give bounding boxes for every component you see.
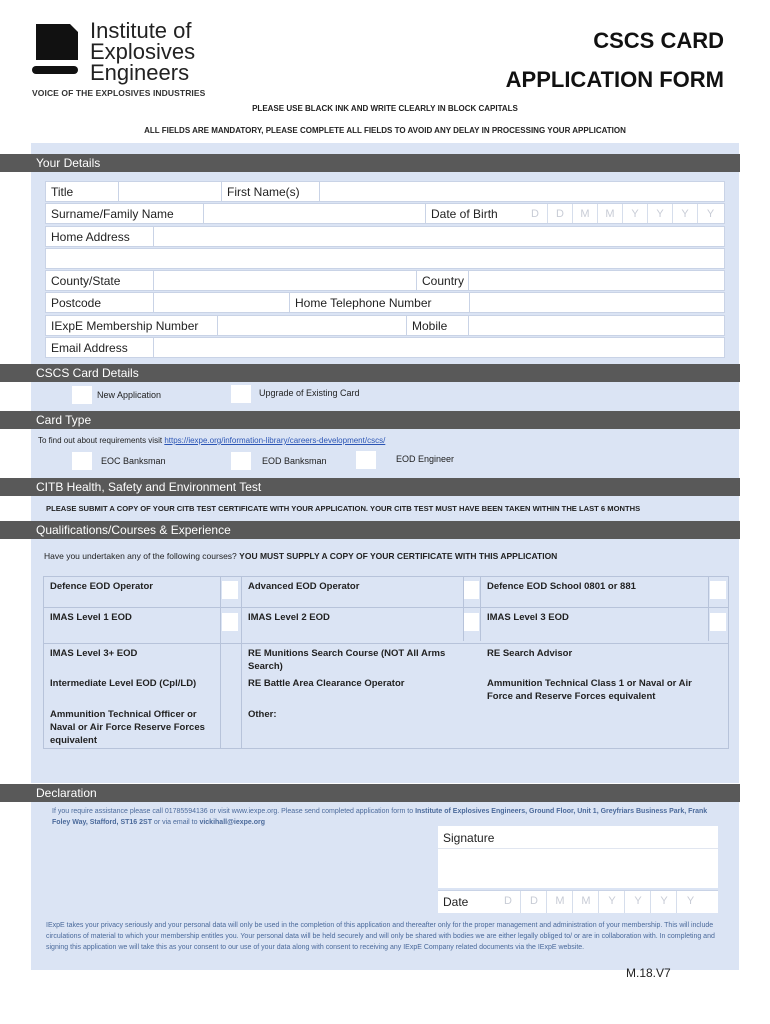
requirements-link[interactable]: https://iexpe.org/information-library/careers-development/cscs/ [164, 436, 386, 445]
course-imas-level-1: IMAS Level 1 EOD [50, 612, 132, 623]
dob-digit[interactable]: Y [623, 204, 648, 223]
new-application-label: New Application [97, 390, 162, 400]
date-label: Date [443, 895, 469, 909]
course-imas-level-2: IMAS Level 2 EOD [248, 612, 330, 623]
dob-digit[interactable]: D [548, 204, 573, 223]
declaration-assist-text: If you require assistance please call 01785594136 or visit www.iexpe.org. Please send completed application form to Institute of Explosives Engineers, Ground Floor, Unit 1, Greyfriars Business Park, Frank Foley Way, Stafford, ST16 2ST or via email to vickihall@iexpe.org [52, 808, 708, 826]
course-checkbox[interactable] [464, 581, 479, 599]
dob-digit[interactable]: Y [648, 204, 673, 223]
county-label: County/State [46, 271, 154, 290]
county-field[interactable] [154, 271, 417, 290]
date-digit[interactable]: M [548, 891, 573, 913]
eod-engineer-label: EOD Engineer [396, 454, 455, 464]
title-label: Title [46, 182, 119, 201]
home-address-line2[interactable] [45, 248, 725, 269]
new-application-checkbox[interactable] [72, 386, 92, 404]
home-phone-label: Home Telephone Number [290, 293, 470, 312]
course-other-label: Other: [248, 709, 277, 720]
first-name-label: First Name(s) [222, 182, 320, 201]
course-defence-eod-school: Defence EOD School 0801 or 881 [487, 581, 636, 592]
eod-banksman-checkbox[interactable] [231, 452, 251, 470]
eoc-banksman-checkbox[interactable] [72, 452, 92, 470]
course-checkbox[interactable] [710, 581, 726, 599]
course-ammunition-technical-class-1: Ammunition Technical Class 1 or Naval or Air Force and Reserve Forces equivalent [487, 678, 692, 702]
mobile-label: Mobile [407, 316, 469, 335]
course-defence-eod-operator: Defence EOD Operator [50, 581, 153, 592]
county-country-row [45, 270, 725, 291]
mobile-field[interactable] [469, 316, 726, 335]
dob-digit[interactable]: Y [673, 204, 698, 223]
table-divider [220, 577, 221, 748]
instruction-mandatory: ALL FIELDS ARE MANDATORY, PLEASE COMPLETE ALL FIELDS TO AVOID ANY DELAY IN PROCESSING YOUR APPLICATION [144, 126, 626, 135]
membership-field[interactable] [218, 316, 407, 335]
title-field[interactable] [119, 182, 222, 201]
section-citb: CITB Health, Safety and Environment Test [0, 478, 740, 496]
date-digit[interactable]: D [522, 891, 547, 913]
dob-label: Date of Birth [431, 207, 498, 221]
signature-box[interactable] [438, 826, 718, 888]
course-checkbox[interactable] [222, 581, 238, 599]
eod-banksman-label: EOD Banksman [262, 456, 327, 466]
organization-tagline: VOICE OF THE EXPLOSIVES INDUSTRIES [32, 88, 206, 98]
section-cscs-details: CSCS Card Details [0, 364, 740, 382]
date-digit[interactable]: M [574, 891, 599, 913]
date-digit[interactable]: Y [686, 895, 695, 907]
table-divider [708, 577, 709, 641]
course-checkbox[interactable] [464, 613, 479, 631]
signature-label: Signature [443, 831, 495, 845]
upgrade-label: Upgrade of Existing Card [259, 388, 360, 398]
organization-name: Institute of Explosives Engineers [90, 18, 196, 85]
home-address-field[interactable] [154, 227, 726, 246]
course-re-munitions-search: RE Munitions Search Course (NOT All Arms Search) [248, 648, 446, 672]
email-field[interactable] [154, 338, 726, 357]
signature-divider [438, 848, 718, 849]
date-digit[interactable]: D [496, 891, 521, 913]
date-row [438, 890, 718, 913]
surname-dob-row [45, 203, 725, 224]
section-qualifications: Qualifications/Courses & Experience [0, 521, 740, 539]
course-imas-level-3-plus: IMAS Level 3+ EOD [50, 648, 138, 659]
dob-digit[interactable]: M [598, 204, 623, 223]
citb-notice: PLEASE SUBMIT A COPY OF YOUR CITB TEST CERTIFICATE WITH YOUR APPLICATION. YOUR CITB TEST MUST HAVE BEEN TAKEN WITHIN THE LAST 6 MONTHS [46, 504, 641, 513]
section-declaration: Declaration [0, 784, 740, 802]
upgrade-checkbox[interactable] [231, 385, 251, 403]
course-re-search-advisor: RE Search Advisor [487, 648, 573, 659]
postcode-label: Postcode [46, 293, 154, 312]
courses-table [43, 576, 729, 749]
membership-mobile-row [45, 315, 725, 336]
section-your-details: Your Details [0, 154, 740, 172]
institute-logo-icon [32, 24, 78, 76]
country-field[interactable] [469, 271, 726, 290]
home-address-row [45, 226, 725, 247]
course-re-battle-area-clearance: RE Battle Area Clearance Operator [248, 678, 405, 689]
email-row [45, 337, 725, 358]
date-digit[interactable]: Y [652, 891, 677, 913]
home-address-label: Home Address [46, 227, 154, 246]
form-title-line1: CSCS CARD [593, 28, 724, 53]
surname-field[interactable] [204, 204, 426, 223]
section-card-type: Card Type [0, 411, 740, 429]
dob-digit[interactable]: M [573, 204, 598, 223]
eoc-banksman-label: EOC Banksman [101, 456, 166, 466]
eod-engineer-checkbox[interactable] [356, 451, 376, 469]
membership-label: IExpE Membership Number [46, 316, 218, 335]
postcode-phone-row [45, 292, 725, 313]
title-firstname-row [45, 181, 725, 202]
requirements-text: To find out about requirements visit https://iexpe.org/information-library/careers-development/cscs/ [38, 436, 386, 445]
dob-digit[interactable]: Y [706, 208, 715, 220]
privacy-notice: IExpE takes your privacy seriously and your personal data will only be used in the completion of this application and thereafter only for the proper management and administration of your membership. This will include circulations of material to which your membership entitles you. Your personal data will be held securely and will only be shared with bodies we are either legally obliged to/ or are in collaboration with. In completing and signing this application we will take this as your consent to our use of your data along with consent to receiving any IExpE Company related documents via the IExpE website. [46, 922, 715, 951]
course-checkbox[interactable] [222, 613, 238, 631]
surname-label: Surname/Family Name [46, 204, 204, 223]
course-advanced-eod-operator: Advanced EOD Operator [248, 581, 360, 592]
course-checkbox[interactable] [710, 613, 726, 631]
country-label: Country [417, 271, 469, 290]
email-label: Email Address [46, 338, 154, 357]
home-phone-field[interactable] [470, 293, 726, 312]
instruction-ink: PLEASE USE BLACK INK AND WRITE CLEARLY IN BLOCK CAPITALS [252, 104, 518, 113]
course-ammunition-technical-officer: Ammunition Technical Officer or Naval or Air Force Reserve Forces equivalent [50, 709, 205, 746]
date-digit[interactable]: Y [600, 891, 625, 913]
first-name-field[interactable] [320, 182, 726, 201]
course-other-field[interactable] [281, 705, 721, 743]
form-title-line2: APPLICATION FORM [505, 67, 724, 92]
date-digit[interactable]: Y [626, 891, 651, 913]
course-intermediate-eod: Intermediate Level EOD (Cpl/LD) [50, 678, 197, 689]
form-version: M.18.V7 [626, 966, 671, 980]
course-imas-level-3: IMAS Level 3 EOD [487, 612, 569, 623]
qualifications-question: Have you undertaken any of the following courses? YOU MUST SUPPLY A COPY OF YOUR CERTIFICATE WITH THIS APPLICATION [44, 551, 558, 561]
postcode-field[interactable] [154, 293, 290, 312]
dob-digit[interactable]: D [523, 204, 548, 223]
